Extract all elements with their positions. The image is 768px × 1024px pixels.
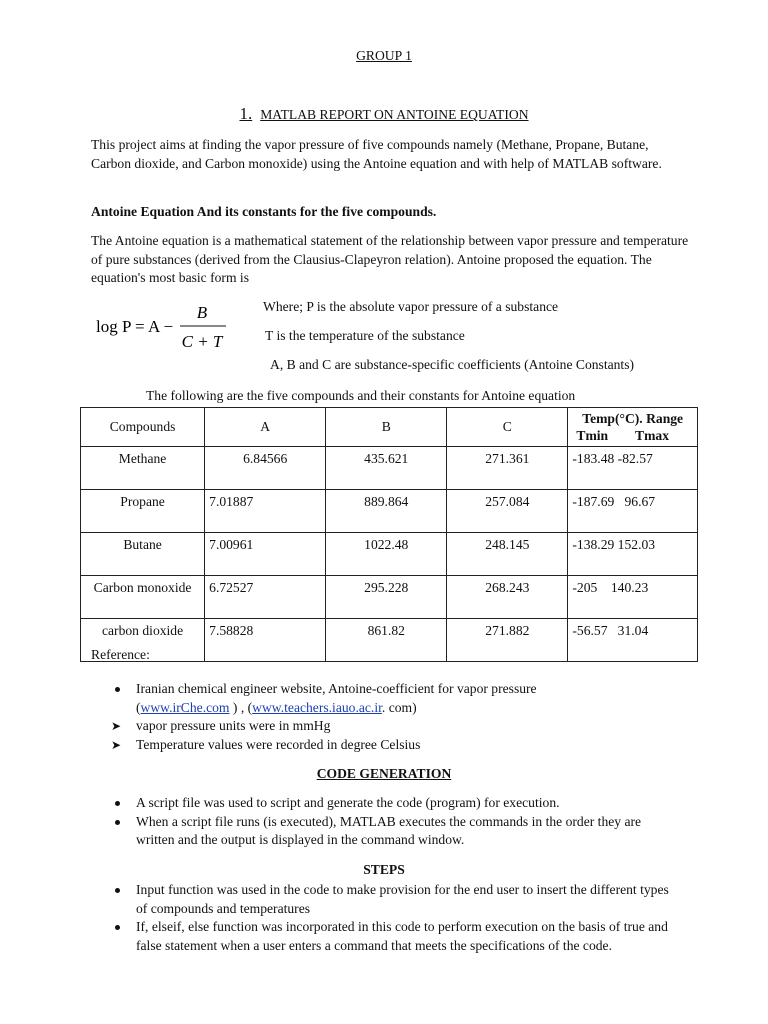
cell-b: 435.621 (326, 447, 447, 490)
cell-compound: Methane (81, 447, 205, 490)
cell-temp-range: -183.48 -82.57 (568, 447, 698, 490)
cell-compound: Carbon monoxide (81, 576, 205, 619)
arrow-bullet-icon: ➤ (111, 737, 122, 752)
cell-compound: Butane (81, 533, 205, 576)
cell-b: 1022.48 (326, 533, 447, 576)
equation-lhs: log P = A − (96, 317, 174, 336)
bullet-icon (111, 794, 131, 813)
intro-paragraph: This project aims at finding the vapor pressure of five compounds namely (Methane, Propane, Butane, Carbon dioxide, and Carbon monoxide) using the Antoine equation and with help of MATLAB software. (91, 137, 662, 171)
list-item (111, 717, 691, 736)
list-item (111, 881, 671, 918)
code-item-text: A script file was used to script and generate the code (program) for execution. (136, 795, 560, 810)
code-generation-heading (0, 766, 768, 782)
step-item-text: If, elseif, else function was incorporated in this code to perform execution on the basis of true and false statement when a user enters a command that meets the specifications of the code. (136, 919, 668, 953)
table-header-row (81, 408, 698, 447)
list-item (111, 813, 671, 850)
table-row (81, 490, 698, 533)
cell-c: 271.361 (447, 447, 568, 490)
cell-b: 889.864 (326, 490, 447, 533)
table-row (81, 447, 698, 490)
cell-a: 7.01887 (205, 490, 326, 533)
reference-text: Iranian chemical engineer website, Antoine-coefficient for vapor pressure (136, 681, 537, 696)
cell-c: 248.145 (447, 533, 568, 576)
reference-list (111, 680, 691, 754)
cell-temp-range: -56.57 31.04 (568, 619, 698, 662)
definition-paragraph: The Antoine equation is a mathematical statement of the relationship between vapor pressure and temperature of pure substances (derived from the Clausius-Clapeyron relation). Antoine proposed the equation. The equation's most basic form is (91, 233, 689, 285)
cell-compound: carbon dioxide (81, 619, 205, 662)
group-label: GROUP 1 (356, 48, 412, 63)
header-b: B (326, 408, 447, 447)
arrow-bullet-icon: ➤ (111, 719, 122, 733)
where-line-3: A, B and C are substance-specific coefficients (Antoine Constants) (270, 357, 635, 372)
where-line-2: T is the temperature of the substance (265, 328, 465, 343)
cell-a: 6.84566 (205, 447, 326, 490)
temp-range-label: Temp(°C). Range (582, 411, 684, 426)
cell-temp-range: -187.69 96.67 (568, 490, 698, 533)
cell-a: 7.00961 (205, 533, 326, 576)
header-compounds: Compounds (81, 408, 205, 447)
code-heading-text: CODE GENERATION (316, 766, 452, 781)
steps-heading: STEPS (363, 862, 405, 877)
page-header (0, 48, 768, 64)
table-row (81, 576, 698, 619)
cell-a: 6.72527 (205, 576, 326, 619)
header-c: C (447, 408, 568, 447)
where-line-1: Where; P is the absolute vapor pressure of a substance (263, 299, 559, 314)
title-number: 1. (239, 104, 253, 123)
section-heading-antoine: Antoine Equation And its constants for the five compounds. (91, 204, 437, 219)
link-separator: ) , ( (229, 699, 253, 715)
link-tail: . com) (381, 699, 417, 715)
table-row (81, 619, 698, 662)
cell-b: 861.82 (326, 619, 447, 662)
bullet-icon (111, 881, 131, 900)
title-text: MATLAB REPORT ON ANTOINE EQUATION (260, 107, 529, 122)
bullet-icon (111, 680, 131, 699)
list-item (111, 680, 691, 717)
steps-list (111, 881, 671, 955)
list-item (111, 918, 671, 955)
teachers-link[interactable]: www.teachers.iauo.ac.ir (252, 699, 382, 715)
table-caption: The following are the five compounds and their constants for Antoine equation (146, 388, 576, 403)
report-title (0, 104, 768, 124)
irche-link[interactable]: www.irChe.com (140, 699, 230, 715)
bullet-icon (111, 918, 131, 937)
header-a: A (205, 408, 326, 447)
code-item-text: When a script file runs (is executed), MATLAB executes the commands in the order they are written and the output is displayed in the command window. (136, 813, 642, 847)
table-row (81, 533, 698, 576)
temperature-note: Temperature values were recorded in degree Celsius (136, 736, 421, 752)
code-list (111, 794, 671, 850)
list-item (111, 794, 671, 813)
cell-a: 7.58828 (205, 619, 326, 662)
antoine-equation (96, 296, 236, 356)
cell-b: 295.228 (326, 576, 447, 619)
equation-denominator: C + T (181, 332, 223, 351)
step-item-text: Input function was used in the code to make provision for the end user to insert the different types of compounds and temperatures (136, 882, 669, 916)
reference-label: Reference: (91, 647, 150, 662)
cell-c: 268.243 (447, 576, 568, 619)
cell-compound: Propane (81, 490, 205, 533)
cell-temp-range: -138.29 152.03 (568, 533, 698, 576)
tmin-tmax-label: Tmin Tmax (576, 428, 670, 443)
bullet-icon (111, 813, 131, 832)
equation-numerator: B (196, 303, 208, 322)
header-temp-range (568, 408, 698, 447)
cell-temp-range: -205 140.23 (568, 576, 698, 619)
paren-open: ( (136, 699, 141, 715)
cell-c: 271.882 (447, 619, 568, 662)
units-note: vapor pressure units were in mmHg (136, 718, 331, 733)
cell-c: 257.084 (447, 490, 568, 533)
list-item (111, 736, 691, 755)
antoine-constants-table (80, 407, 698, 662)
